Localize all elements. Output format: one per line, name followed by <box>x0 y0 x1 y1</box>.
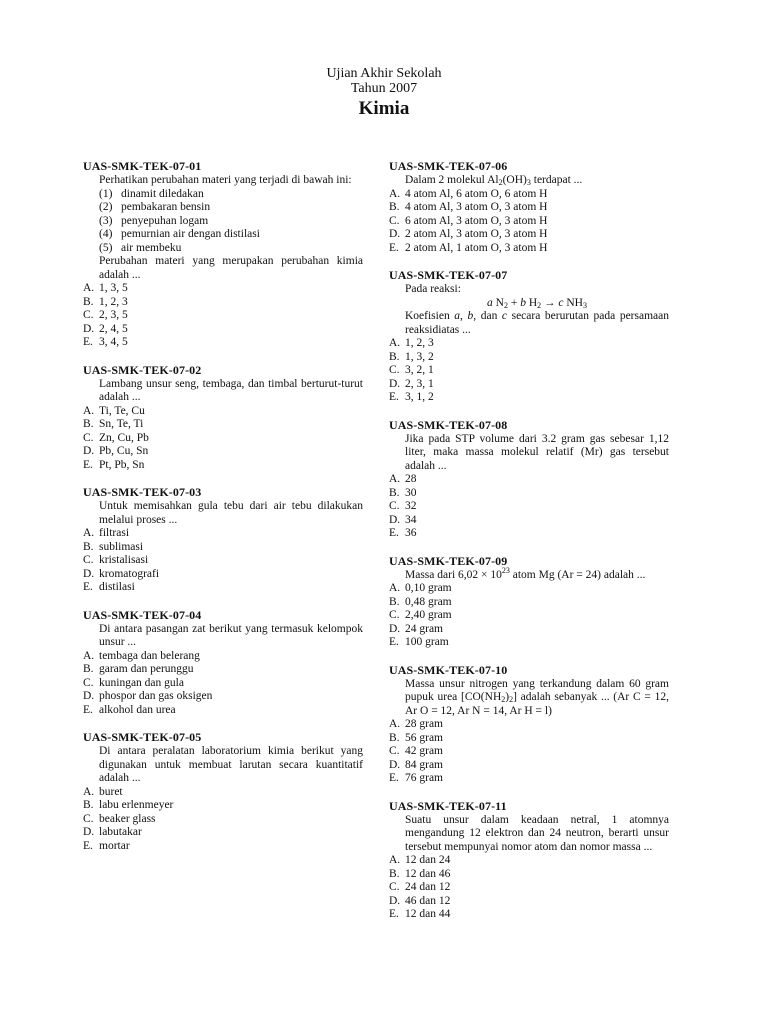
answer-option-d: D. 46 dan 12 <box>389 894 451 907</box>
answer-option-a: A. 4 atom Al, 6 atom O, 6 atom H <box>389 187 548 200</box>
answer-option-a: A. 28 gram <box>389 718 444 730</box>
answer-option-e: E. 100 gram <box>389 636 449 648</box>
answer-option-e: E. 2 atom Al, 1 atom O, 3 atom H <box>389 241 548 254</box>
answer-option-d: D. 2, 3, 1 <box>389 377 434 390</box>
answer-option-c: C. 6 atom Al, 3 atom O, 3 atom H <box>389 214 548 227</box>
question-01 <box>83 160 363 350</box>
answer-option-c: C. 2, 3, 5 <box>83 309 128 321</box>
answer-option-b: B. 0,48 gram <box>389 595 452 608</box>
question-code: UAS-SMK-TEK-07-02 <box>83 362 202 377</box>
exam-header <box>0 66 768 121</box>
question-text: Jika pada STP volume dari 3.2 gram gas sebesar 1,12 liter, maka massa molekul relatif (Mr) gas tersebut adalah ... <box>405 432 669 472</box>
answer-option-a: A. buret <box>83 785 123 798</box>
list-item: (3) penyepuhan logam <box>99 214 209 227</box>
list-item: (1) dinamit diledakan <box>99 187 204 200</box>
answer-option-c: C. 24 dan 12 <box>389 881 451 893</box>
answer-option-b: B. Sn, Te, Ti <box>83 418 144 430</box>
answer-option-c: C. 32 <box>389 500 417 512</box>
question-08 <box>389 419 669 541</box>
answer-option-b: B. garam dan perunggu <box>83 663 194 675</box>
question-code: UAS-SMK-TEK-07-05 <box>83 730 202 744</box>
answer-option-b: B. 12 dan 46 <box>389 867 451 880</box>
answer-option-e: E. mortar <box>83 839 130 852</box>
question-text: Massa dari $6,02 \times 10^{23}$ atom Mg (Ar = 24) adalah ... <box>405 565 646 581</box>
question-text: Di antara peralatan laboratorium kimia berikut yang digunakan untuk membuat larutan secara kuantitatif adalah ... <box>99 745 363 784</box>
question-text: Di antara pasangan zat berikut yang termasuk kelompok unsur ... <box>99 622 363 648</box>
question-code: UAS-SMK-TEK-07-03 <box>83 485 202 499</box>
answer-option-c: C. 42 gram <box>389 745 444 757</box>
answer-option-b: B. 1, 2, 3 <box>83 295 128 308</box>
answer-option-a: A. 1, 3, 5 <box>83 282 128 294</box>
answer-option-a: A. 28 <box>389 473 417 485</box>
answer-option-e: E. 3, 1, 2 <box>389 391 434 403</box>
answer-option-c: C. beaker glass <box>83 812 156 825</box>
answer-option-e: E. 12 dan 44 <box>389 908 451 920</box>
answer-option-a: A. Ti, Te, Cu <box>83 404 145 417</box>
answer-option-d: D. phospor dan gas oksigen <box>83 690 213 702</box>
answer-option-c: C. kuningan dan gula <box>83 676 184 689</box>
answer-option-b: B. 4 atom Al, 3 atom O, 3 atom H <box>389 201 548 213</box>
question-text: Perubahan materi yang merupakan perubahan kimia adalah ... <box>99 255 363 281</box>
question-text: Suatu unsur dalam keadaan netral, 1 atomnya mengandung 12 elektron dan 24 neutron, berarti unsur tersebut mempunyai nomor atom dan nomor massa ... <box>405 813 669 853</box>
question-text: Dalam 2 molekul $Al_2(OH)_3$ terdapat ... <box>405 174 583 187</box>
answer-option-a: A. 12 dan 24 <box>389 854 451 866</box>
answer-option-d: D. 84 gram <box>389 758 444 771</box>
answer-option-b: B. labu erlenmeyer <box>83 799 174 811</box>
left-column <box>83 160 363 867</box>
question-10 <box>389 664 669 786</box>
question-text: Untuk memisahkan gula tebu dari air tebu dilakukan melalui proses ... <box>99 500 363 526</box>
answer-option-b: B. 30 <box>389 486 417 499</box>
question-intro: Perhatikan perubahan materi yang terjadi di bawah ini: <box>99 174 352 186</box>
answer-option-d: D. 24 gram <box>389 622 444 635</box>
question-code: UAS-SMK-TEK-07-10 <box>389 662 508 677</box>
answer-option-c: C. kristalisasi <box>83 554 149 566</box>
question-code: UAS-SMK-TEK-07-11 <box>389 798 507 813</box>
arrow-icon: → <box>541 296 559 309</box>
question-code: UAS-SMK-TEK-07-07 <box>389 268 508 282</box>
answer-option-e: E. 3, 4, 5 <box>83 336 128 348</box>
answer-option-d: D. 2, 4, 5 <box>83 322 128 335</box>
answer-option-a: A. 0,10 gram <box>389 582 452 594</box>
list-item: (2) pembakaran bensin <box>99 201 211 213</box>
list-item: (4) pemurnian air dengan distilasi <box>99 228 260 240</box>
answer-option-c: C. Zn, Cu, Pb <box>83 431 149 444</box>
answer-option-d: D. Pb, Cu, Sn <box>83 445 149 457</box>
question-03 <box>83 486 363 595</box>
question-11 <box>389 800 669 922</box>
answer-option-a: A. 1, 2, 3 <box>389 337 434 349</box>
question-06 <box>389 160 669 255</box>
exam-year: Tahun 2007 <box>350 81 418 96</box>
answer-option-a: A. tembaga dan belerang <box>83 649 200 662</box>
answer-option-c: C. 2,40 gram <box>389 609 452 621</box>
question-02 <box>83 364 363 473</box>
reaction-equation: a $N_2 + b$ $H_2 \to c$ $NH_3$ <box>487 296 587 310</box>
question-text: Lambang unsur seng, tembaga, dan timbal berturut-turut adalah ... <box>99 377 363 403</box>
exam-subject: Kimia <box>358 98 410 119</box>
answer-option-d: D. kromatografi <box>83 567 160 580</box>
question-04 <box>83 609 363 718</box>
answer-option-b: B. 1, 3, 2 <box>389 350 434 363</box>
question-code: UAS-SMK-TEK-07-08 <box>389 417 508 432</box>
answer-option-e: E. distilasi <box>83 581 135 593</box>
answer-option-e: E. 76 gram <box>389 772 444 784</box>
question-code: UAS-SMK-TEK-07-04 <box>83 607 202 622</box>
answer-option-d: D. 34 <box>389 513 417 526</box>
question-text: Massa unsur nitrogen yang terkandung dalam 60 gram pupuk urea $[CO(NH_2)_2]$ adalah sebanyak ... (Ar C = 12, Ar O = 12, Ar N = 14, Ar H = l) <box>405 677 669 717</box>
question-07 <box>389 269 669 405</box>
list-item: (5) air membeku <box>99 241 182 254</box>
answer-option-e: E. 36 <box>389 527 417 539</box>
question-code: UAS-SMK-TEK-07-01 <box>83 159 202 173</box>
question-intro: Pada reaksi: <box>405 283 461 295</box>
question-09 <box>389 555 669 650</box>
answer-option-b: B. 56 gram <box>389 731 444 744</box>
question-text: Koefisien a, b, dan c secara berurutan pada persamaan reaksidiatas ... <box>405 310 669 336</box>
answer-option-c: C. 3, 2, 1 <box>389 364 434 376</box>
answer-option-e: E. Pt, Pb, Sn <box>83 458 145 471</box>
question-05 <box>83 731 363 853</box>
answer-option-a: A. filtrasi <box>83 527 130 539</box>
right-column <box>389 160 669 936</box>
answer-option-d: D. 2 atom Al, 3 atom O, 3 atom H <box>389 228 548 240</box>
question-code: UAS-SMK-TEK-07-09 <box>389 553 508 568</box>
question-code: UAS-SMK-TEK-07-06 <box>389 159 508 173</box>
answer-option-b: B. sublimasi <box>83 540 144 553</box>
answer-option-d: D. labutakar <box>83 826 142 838</box>
answer-option-e: E. alkohol dan urea <box>83 703 176 716</box>
exam-title: Ujian Akhir Sekolah <box>326 66 442 81</box>
